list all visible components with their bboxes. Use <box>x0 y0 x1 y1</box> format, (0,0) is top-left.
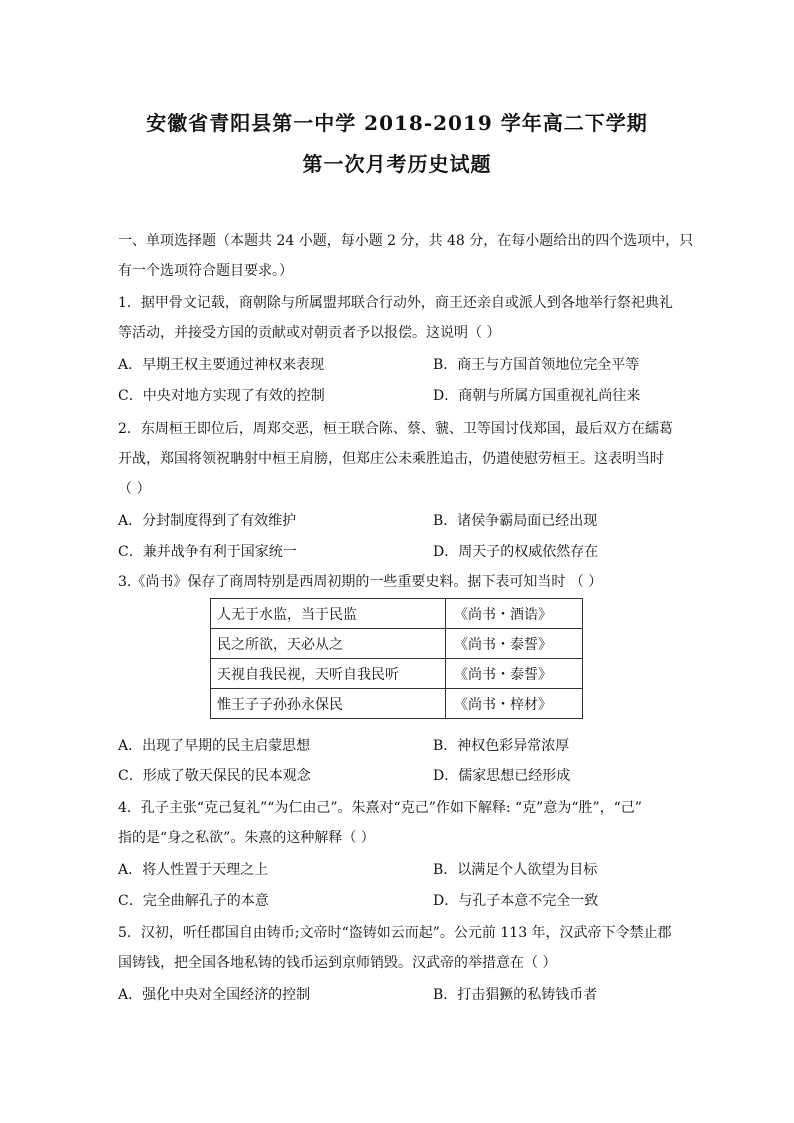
question-1-option-b: B．商王与方国首领地位完全平等 <box>433 357 640 373</box>
question-4-option-c: C．完全曲解孔子的本意 <box>118 893 269 909</box>
shangshu-quote-table <box>210 598 583 719</box>
question-4-option-d: D．与孔子本意不完全一致 <box>433 893 599 909</box>
table-row <box>211 599 583 629</box>
table-cell-source: 《尚书・泰誓》 <box>446 629 583 659</box>
question-5-option-b: B．打击猖獗的私铸钱币者 <box>433 987 598 1003</box>
question-4-option-a: A．将人性置于天理之上 <box>118 862 269 878</box>
section-intro-line1: 一、单项选择题（本题共 24 小题，每小题 2 分，共 48 分，在每小题给出的四个选项中，只 <box>118 233 694 249</box>
section-intro-line2: 有一个选项符合题目要求。） <box>118 263 293 279</box>
exam-title-line1: 安徽省青阳县第一中学 2018-2019 学年高二下学期 <box>146 111 648 135</box>
question-4-stem-line2: 指的是“身之私欲”。朱熹的这种解释（ ） <box>118 830 375 846</box>
table-cell-source: 《尚书・梓材》 <box>446 689 583 719</box>
question-2-stem-line3: （ ） <box>118 481 151 497</box>
question-3-option-d: D．儒家思想已经形成 <box>433 768 571 784</box>
question-5-stem-line1: 5．汉初，听任郡国自由铸币;文帝时“盗铸如云而起”。公元前 113 年，汉武帝下令禁止郡 <box>118 925 672 941</box>
question-2-stem-line2: 开战，郑国将领祝聃射中桓王肩膀，但郑庄公未乘胜追击，仍遣使慰劳桓王。这表明当时 <box>118 451 664 467</box>
question-3-stem: 3.《尚书》保存了商周特别是西周初期的一些重要史料。据下表可知当时 （ ） <box>118 574 603 590</box>
table-cell-source: 《尚书・泰誓》 <box>446 659 583 689</box>
table-cell-quote: 天视自我民视，天听自我民听 <box>211 659 446 689</box>
question-1-stem-line1: 1．据甲骨文记载，商朝除与所属盟邦联合行动外，商王还亲自或派人到各地举行祭祀典礼 <box>118 295 673 311</box>
table-row <box>211 659 583 689</box>
question-2-stem-line1: 2．东周桓王即位后，周郑交恶，桓王联合陈、蔡、虢、卫等国讨伐郑国，最后双方在繻葛 <box>118 421 673 437</box>
question-3-option-c: C．形成了敬天保民的民本观念 <box>118 768 311 784</box>
question-5-option-a: A．强化中央对全国经济的控制 <box>118 987 311 1003</box>
table-row <box>211 629 583 659</box>
question-2-option-b: B．诸侯争霸局面已经出现 <box>433 513 598 529</box>
table-cell-quote: 民之所欲，天必从之 <box>211 629 446 659</box>
table-cell-quote: 人无于水监，当于民监 <box>211 599 446 629</box>
question-4-option-b: B．以满足个人欲望为目标 <box>433 862 598 878</box>
question-2-option-c: C．兼并战争有利于国家统一 <box>118 544 297 560</box>
table-cell-source: 《尚书・酒诰》 <box>446 599 583 629</box>
question-3-option-b: B．神权色彩异常浓厚 <box>433 738 570 754</box>
question-1-option-d: D．商朝与所属方国重视礼尚往来 <box>433 388 641 404</box>
question-5-stem-line2: 国铸钱，把全国各地私铸的钱币运到京师销毁。汉武帝的举措意在（ ） <box>118 955 557 971</box>
table-row <box>211 689 583 719</box>
question-1-stem-line2: 等活动，并接受方国的贡献或对朝贡者予以报偿。这说明（ ） <box>118 325 501 341</box>
exam-title-line2: 第一次月考历史试题 <box>302 152 492 176</box>
question-4-stem-line1: 4．孔子主张“克己复礼”“为仁由己”。朱熹对“克己”作如下解释: “克”意为“胜”，“己” <box>118 800 642 816</box>
question-2-option-a: A．分封制度得到了有效维护 <box>118 513 297 529</box>
question-3-option-a: A．出现了早期的民主启蒙思想 <box>118 738 311 754</box>
question-1-option-a: A．早期王权主要通过神权来表现 <box>118 357 325 373</box>
table-cell-quote: 惟王子子孙孙永保民 <box>211 689 446 719</box>
question-2-option-d: D．周天子的权威依然存在 <box>433 544 599 560</box>
question-1-option-c: C．中央对地方实现了有效的控制 <box>118 388 325 404</box>
